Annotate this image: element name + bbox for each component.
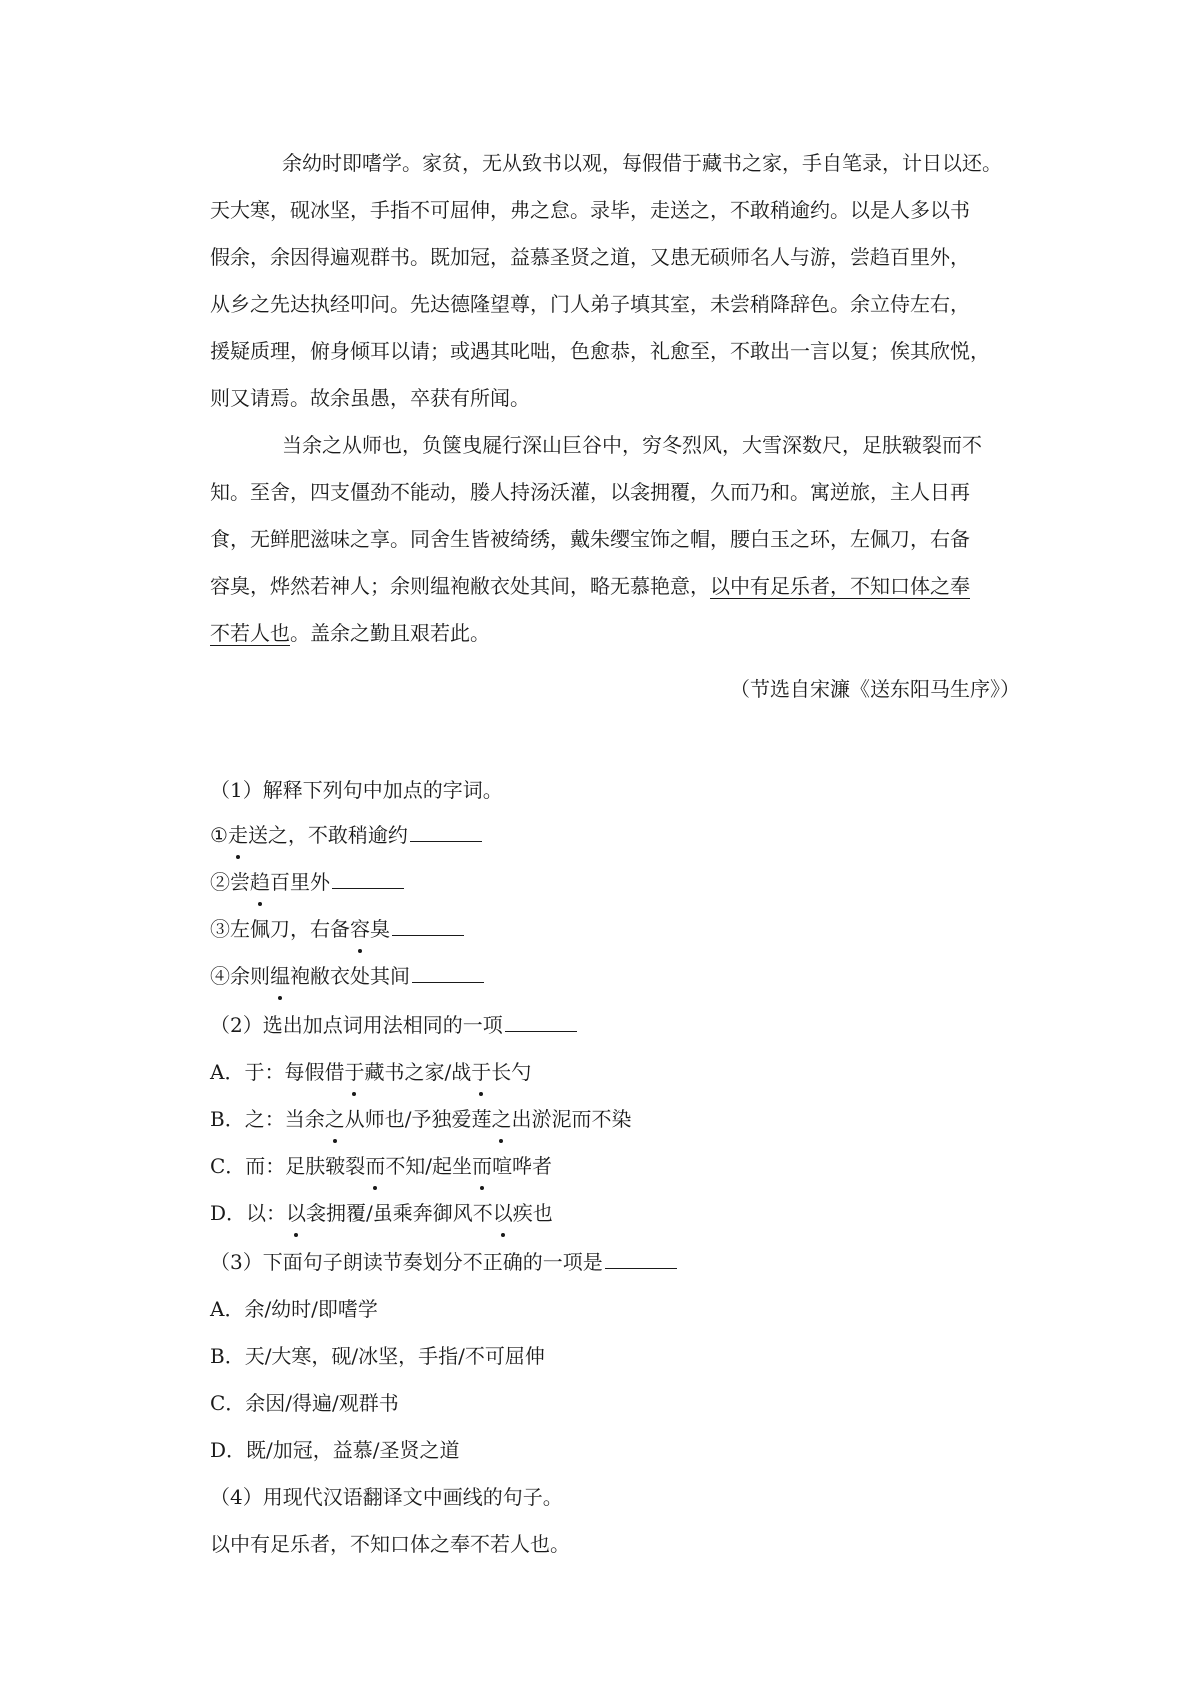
- question-1-item-4: [210, 961, 484, 991]
- question-1-title: （1）解释下列句中加点的字词。: [210, 778, 503, 802]
- passage-line: 知。至舍，四支僵劲不能动，媵人持汤沃灌，以衾拥覆，久而乃和。寓逆旅，主人日再: [210, 480, 970, 504]
- item-text: 臭: [370, 917, 390, 941]
- option-text: C．而：足肤皲裂: [210, 1154, 366, 1178]
- passage-line: [210, 563, 1020, 610]
- option-text: 疾也: [512, 1201, 553, 1225]
- item-text: ④余则: [210, 964, 270, 988]
- question-1-item-1: [210, 820, 482, 850]
- dotted-char: 缊: [270, 961, 290, 991]
- question-2-option-a: [210, 1057, 531, 1087]
- question-3-option-d: D．既/加冠，益慕/圣贤之道: [210, 1438, 460, 1462]
- option-text: 喧哗者: [492, 1154, 553, 1178]
- item-text: ③左佩刀，右备: [210, 917, 350, 941]
- dotted-char: 于: [344, 1057, 364, 1087]
- option-text: 从师也/予独爱莲: [344, 1107, 492, 1131]
- question-2-option-d: [210, 1198, 553, 1228]
- question-text: （2）选出加点词用法相同的一项: [210, 1013, 503, 1037]
- dotted-char: 之: [325, 1104, 345, 1134]
- answer-blank[interactable]: [505, 1011, 577, 1032]
- dotted-char: 于: [471, 1057, 491, 1087]
- passage-line: 当余之从师也，负箧曳屣行深山巨谷中，穷冬烈风，大雪深数尺，足肤皲裂而不: [282, 433, 982, 457]
- passage-paragraph-2: [210, 422, 1020, 657]
- option-text: B．之：当余: [210, 1107, 325, 1131]
- question-3-option-b: B．天/大寒，砚/冰坚，手指/不可屈伸: [210, 1344, 545, 1368]
- question-1-item-2: [210, 867, 404, 897]
- question-2-title: [210, 1010, 577, 1040]
- question-3-option-a: A．余/幼时/即嗜学: [210, 1297, 378, 1321]
- item-text: ②尝: [210, 870, 250, 894]
- item-text: ①: [210, 823, 228, 847]
- underlined-sentence-part-2: 不若人也: [210, 621, 290, 645]
- answer-blank[interactable]: [332, 868, 404, 889]
- question-text: （3）下面句子朗读节奏划分不正确的一项是: [210, 1250, 603, 1274]
- option-text: 长勺: [491, 1060, 532, 1084]
- question-3-option-c: C．余因/得遍/观群书: [210, 1391, 399, 1415]
- dotted-char: 以: [286, 1198, 306, 1228]
- question-4-title: （4）用现代汉语翻译文中画线的句子。: [210, 1485, 563, 1509]
- question-2-option-c: [210, 1151, 552, 1181]
- passage-line: 则又请焉。故余虽愚，卒获有所闻。: [210, 386, 530, 410]
- option-text: D．以：: [210, 1201, 287, 1225]
- dotted-char: 容: [350, 914, 370, 944]
- passage-line: 天大寒，砚冰坚，手指不可屈伸，弗之怠。录毕，走送之，不敢稍逾约。以是人多以书: [210, 198, 970, 222]
- question-3-title: [210, 1247, 677, 1277]
- question-1-item-3: [210, 914, 464, 944]
- passage-paragraph-1: [210, 140, 1020, 422]
- answer-blank[interactable]: [392, 915, 464, 936]
- passage-line: 从乡之先达执经叩问。先达德隆望尊，门人弟子填其室，未尝稍降辞色。余立侍左右，: [210, 292, 970, 316]
- passage-text: 容臭，烨然若神人；余则缊袍敝衣处其间，略无慕艳意，: [210, 574, 710, 598]
- option-text: 衾拥覆/虽乘奔御风不: [306, 1201, 493, 1225]
- dotted-char: 之: [491, 1104, 511, 1134]
- dotted-char: 而: [365, 1151, 385, 1181]
- passage-text: 。盖余之勤且艰若此。: [290, 621, 490, 645]
- dotted-char: 趋: [250, 867, 270, 897]
- answer-blank[interactable]: [410, 821, 482, 842]
- dotted-char: 走: [228, 820, 248, 850]
- answer-blank[interactable]: [605, 1248, 677, 1269]
- passage-source: （节选自宋濂《送东阳马生序》）: [730, 677, 1020, 701]
- question-4-sentence: 以中有足乐者，不知口体之奉不若人也。: [210, 1532, 570, 1556]
- option-text: A．于：每假借: [210, 1060, 345, 1084]
- passage-line: 假余，余因得遍观群书。既加冠，益慕圣贤之道，又患无硕师名人与游，尝趋百里外，: [210, 245, 970, 269]
- item-text: 百里外: [270, 870, 330, 894]
- option-text: 出淤泥而不染: [511, 1107, 632, 1131]
- answer-blank[interactable]: [412, 962, 484, 983]
- underlined-sentence-part-1: 以中有足乐者，不知口体之奉: [710, 574, 970, 598]
- item-text: 袍敝衣处其间: [290, 964, 410, 988]
- dotted-char: 以: [493, 1198, 513, 1228]
- passage-line: 余幼时即嗜学。家贫，无从致书以观，每假借于藏书之家，手自笔录，计日以还。: [282, 151, 1002, 175]
- passage-line: [210, 610, 1020, 657]
- passage-line: 援疑质理，俯身倾耳以请；或遇其叱咄，色愈恭，礼愈至，不敢出一言以复；俟其欣悦，: [210, 339, 990, 363]
- question-2-option-b: [210, 1104, 631, 1134]
- item-text: 送之，不敢稍逾约: [247, 823, 408, 847]
- dotted-char: 而: [472, 1151, 492, 1181]
- option-text: 不知/起坐: [385, 1154, 473, 1178]
- passage-line: 食，无鲜肥滋味之享。同舍生皆被绮绣，戴朱缨宝饰之帽，腰白玉之环，左佩刀，右备: [210, 527, 970, 551]
- option-text: 藏书之家/战: [364, 1060, 472, 1084]
